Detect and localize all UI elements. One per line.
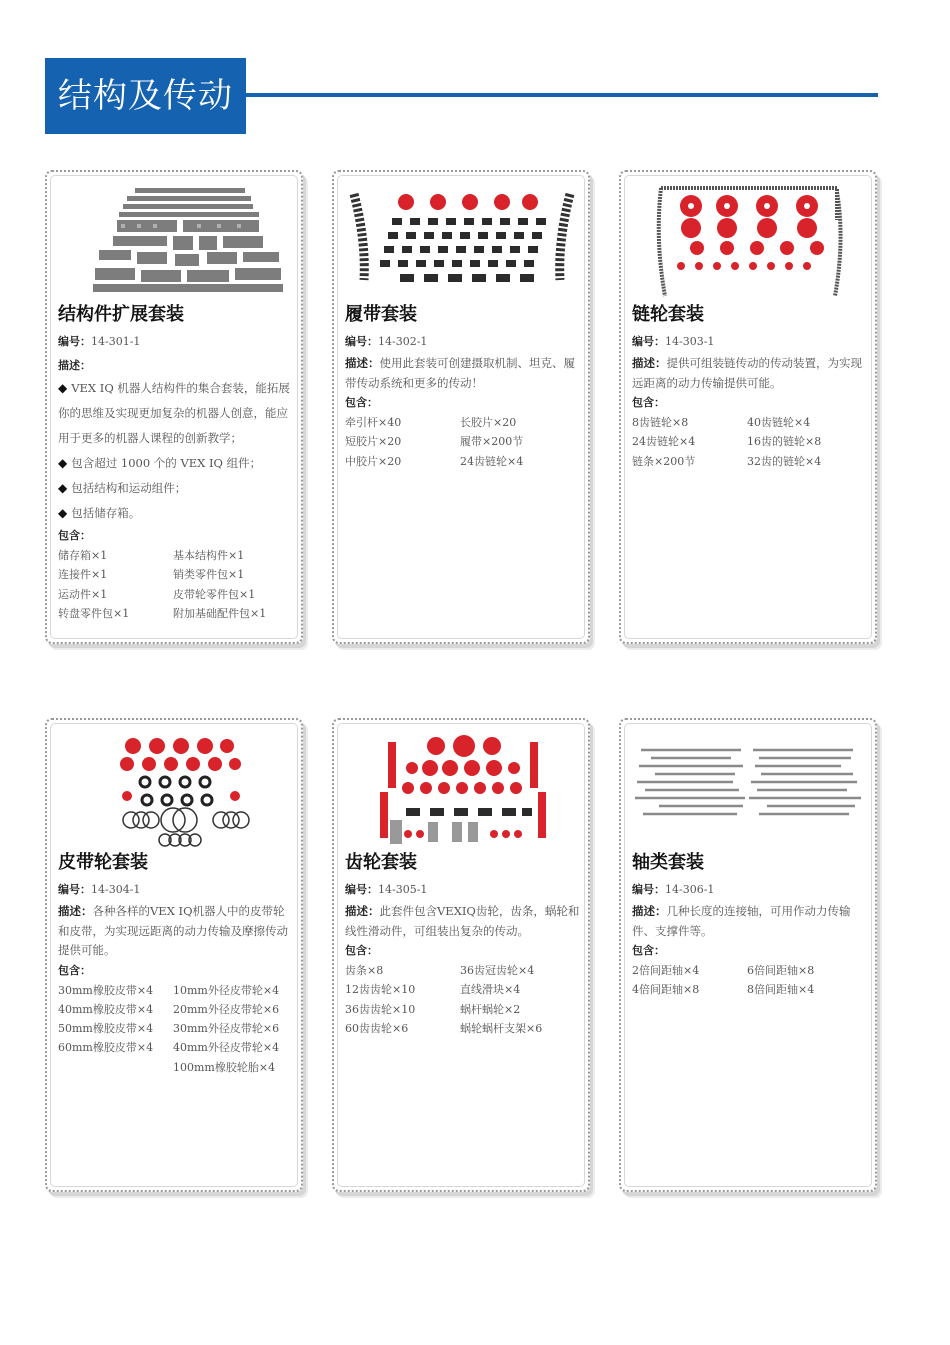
content-item: 36齿冠齿轮×4 xyxy=(460,964,535,977)
content-item: 蜗轮蜗杆支架×6 xyxy=(460,1021,543,1035)
contents-label: 包含： xyxy=(58,963,91,977)
feature-bullet xyxy=(58,501,294,526)
product-card-gear xyxy=(332,718,590,1192)
content-item: 转盘零件包×1 xyxy=(58,606,130,620)
content-item: 100mm橡胶轮胎×4 xyxy=(173,1060,276,1074)
product-card-pulley xyxy=(45,718,303,1192)
content-item: 齿条×8 xyxy=(345,964,384,977)
content-item: 8倍间距轴×4 xyxy=(747,983,815,997)
contents-label: 包含： xyxy=(345,944,378,957)
contents-list xyxy=(345,413,581,471)
product-code: 14-301-1 xyxy=(91,335,141,348)
content-item: 直线滑块×4 xyxy=(460,983,521,997)
contents-list xyxy=(345,961,581,1038)
card-title: 链轮套装 xyxy=(632,304,704,325)
product-code: 14-304-1 xyxy=(91,883,141,896)
desc-label: 描述： xyxy=(345,356,380,370)
product-card-tank-tread xyxy=(332,170,590,644)
content-item: 32齿的链轮×4 xyxy=(747,454,822,468)
code-label: 编号： xyxy=(345,883,378,896)
description: 此套件包含VEXIQ齿轮，齿条，蜗轮和线性滑动件，可组装出复杂的传动。 xyxy=(345,904,580,938)
content-item: 长胶片×20 xyxy=(460,416,517,429)
structure-kit-image xyxy=(57,180,293,300)
product-card-shaft xyxy=(619,718,877,1192)
description: 使用此套装可创建摄取机制、坦克、履带传动系统和更多的传动！ xyxy=(345,356,575,390)
content-item: 40mm橡胶皮带×4 xyxy=(58,1002,154,1016)
content-item: 皮带轮零件包×1 xyxy=(173,587,256,601)
desc-label: 描述： xyxy=(58,904,93,918)
content-item: 40齿链轮×4 xyxy=(747,416,811,429)
code-label: 编号： xyxy=(345,335,378,348)
content-item: 连接件×1 xyxy=(58,568,108,582)
content-item: 8齿链轮×8 xyxy=(632,416,689,429)
pulley-kit-image xyxy=(57,728,293,848)
content-item: 12齿齿轮×10 xyxy=(345,983,416,997)
contents-label: 包含： xyxy=(345,396,378,409)
content-item: 16齿的链轮×8 xyxy=(747,435,822,449)
content-item: 30mm橡胶皮带×4 xyxy=(58,983,154,997)
product-code: 14-306-1 xyxy=(665,883,715,896)
description: 各种各样的VEX IQ机器人中的皮带轮和皮带，为实现远距离的动力传输及摩擦传动提供可能。 xyxy=(58,904,288,957)
content-item: 蜗杆蜗轮×2 xyxy=(460,1002,521,1016)
diamond-bullet-icon: ◆ xyxy=(58,381,68,395)
contents-list xyxy=(58,981,294,1077)
desc-label: 描述： xyxy=(58,359,91,372)
contents-label: 包含： xyxy=(632,396,665,409)
content-item: 运动件×1 xyxy=(58,587,108,601)
content-item: 30mm外径皮带轮×6 xyxy=(173,1022,280,1036)
content-item: 牵引杆×40 xyxy=(345,416,402,429)
card-title: 履带套装 xyxy=(345,304,417,325)
content-item: 附加基础配件包×1 xyxy=(173,606,267,620)
diamond-bullet-icon: ◆ xyxy=(58,481,68,495)
content-item: 36齿齿轮×10 xyxy=(345,1002,416,1016)
content-item: 40mm外径皮带轮×4 xyxy=(173,1041,280,1055)
content-item: 中胶片×20 xyxy=(345,454,402,468)
section-title: 结构及传动 xyxy=(45,58,246,134)
content-item: 24齿链轮×4 xyxy=(632,435,696,449)
code-label: 编号： xyxy=(58,335,91,348)
content-item: 24齿链轮×4 xyxy=(460,454,524,468)
contents-label: 包含： xyxy=(58,529,91,542)
contents-list xyxy=(632,413,868,471)
content-item: 60齿齿轮×6 xyxy=(345,1021,409,1035)
diamond-bullet-icon: ◆ xyxy=(58,456,68,470)
content-item: 6倍间距轴×8 xyxy=(747,964,815,977)
card-title: 皮带轮套装 xyxy=(58,852,148,873)
card-title: 轴类套装 xyxy=(632,852,704,873)
feature-text: VEX IQ 机器人结构件的集合套装，能拓展你的思维及实现更加复杂的机器人创意，能应用于更多的机器人课程的创新教学； xyxy=(58,381,290,445)
contents-list xyxy=(632,961,868,1000)
card-title: 齿轮套装 xyxy=(345,852,417,873)
feature-bullet xyxy=(58,476,294,501)
desc-label: 描述： xyxy=(632,356,667,370)
content-item: 销类零件包×1 xyxy=(173,568,245,582)
desc-label: 描述： xyxy=(345,904,380,918)
feature-text: 包括结构和运动组件； xyxy=(71,481,187,495)
gear-kit-image xyxy=(344,728,580,848)
content-item: 基本结构件×1 xyxy=(173,549,245,562)
feature-text: 包含超过 1000 个的 VEX IQ 组件； xyxy=(71,456,262,470)
sprocket-kit-image xyxy=(631,180,867,300)
content-item: 储存箱×1 xyxy=(58,549,108,562)
content-item: 短胶片×20 xyxy=(345,435,402,449)
product-code: 14-302-1 xyxy=(378,335,428,348)
contents-list xyxy=(58,546,294,623)
content-item: 50mm橡胶皮带×4 xyxy=(58,1022,154,1036)
content-item: 60mm橡胶皮带×4 xyxy=(58,1041,154,1055)
content-item: 20mm外径皮带轮×6 xyxy=(173,1002,280,1016)
feature-bullet xyxy=(58,451,294,476)
card-title: 结构件扩展套装 xyxy=(58,304,184,325)
product-card-sprocket xyxy=(619,170,877,644)
feature-bullet xyxy=(58,376,294,451)
content-item xyxy=(58,1058,173,1077)
diamond-bullet-icon: ◆ xyxy=(58,506,68,520)
description: 几种长度的连接轴，可用作动力传输件、支撑件等。 xyxy=(632,904,851,938)
content-item: 10mm外径皮带轮×4 xyxy=(173,983,280,997)
feature-text: 包括储存箱。 xyxy=(71,506,141,520)
product-code: 14-303-1 xyxy=(665,335,715,348)
tank-tread-kit-image xyxy=(344,180,580,300)
product-card-structure xyxy=(45,170,303,644)
code-label: 编号： xyxy=(632,883,665,896)
content-item: 4倍间距轴×8 xyxy=(632,983,700,997)
product-code: 14-305-1 xyxy=(378,883,428,896)
content-item: 链条×200节 xyxy=(632,454,696,468)
description: 提供可组装链传动的传动装置，为实现远距离的动力传输提供可能。 xyxy=(632,356,862,390)
shaft-kit-image xyxy=(631,728,867,848)
section-title-rule xyxy=(246,93,878,97)
content-item: 2倍间距轴×4 xyxy=(632,964,700,977)
code-label: 编号： xyxy=(58,883,91,896)
content-item: 履带×200节 xyxy=(460,435,524,449)
desc-label: 描述： xyxy=(632,904,667,918)
code-label: 编号： xyxy=(632,335,665,348)
contents-label: 包含： xyxy=(632,944,665,957)
